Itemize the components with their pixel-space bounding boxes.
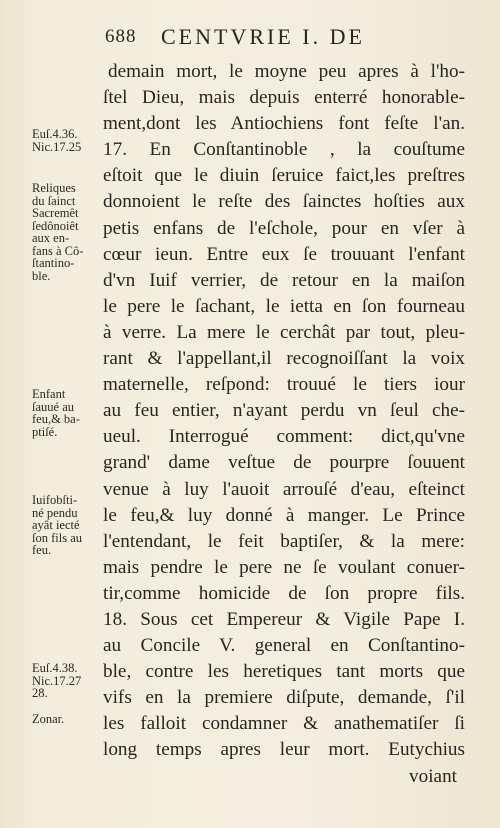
margin-note-eus-nic-1 [32, 128, 102, 153]
text-line: 18. Sous cet Empereur & Vigile Pape I. [103, 608, 465, 630]
margin-note-line: Sacremêt [32, 206, 79, 220]
margin-note-line: ayât iecté [32, 518, 80, 532]
margin-note-eus-nic-2 [32, 662, 102, 700]
margin-note-iuif [32, 494, 102, 557]
text-line: venue à luy l'auoit arrouſé d'eau, eſteinct [103, 478, 465, 500]
text-line: grand' dame veſtue de pourpre ſouuent [103, 452, 465, 474]
text-line: long temps apres leur mort. Eutychius [103, 739, 465, 761]
page-header [105, 20, 465, 52]
margin-note-line: ſauué au [32, 399, 74, 414]
text-line: ble, contre les heretiques tant morts que [103, 661, 465, 683]
text-line: ment,dont les Antiochiens font feſte l'an. [103, 113, 465, 135]
text-line: le pere le ſachant, le ietta en ſon fourneau [103, 295, 465, 317]
margin-note-line: du ſainct [32, 193, 76, 208]
text-line: vifs en la premiere diſpute, demande, ſ'il [103, 687, 465, 709]
margin-note-line: né pendu [32, 505, 78, 520]
margin-note-enfant [32, 388, 102, 438]
text-line: donnoient le reſte des ſainctes hoſties aux [103, 191, 465, 213]
margin-note-line: Enfant [32, 387, 66, 401]
margin-note-line: Nic.17.27 [32, 673, 82, 688]
margin-note-line: 28. [32, 686, 48, 700]
margin-note-zonar [32, 713, 102, 726]
text-line: ſtel Dieu, mais depuis enterré honorable- [103, 87, 465, 109]
text-line: d'vn Iuif verrier, de retour en la maiſon [103, 269, 465, 291]
margin-note-line: ſtantino- [32, 256, 75, 270]
page-number: 688 [105, 26, 137, 47]
text-line: demain mort, le moyne peu apres à l'ho- [108, 61, 465, 82]
text-line: cœur ieun. Entre eux ſe trouuant l'enfant [103, 243, 465, 265]
text-line: à verre. La mere le cerchât par tout, pleu- [103, 321, 465, 343]
text-line: rant & l'appellant,il recognoiſſant la voix [103, 348, 465, 370]
text-line: tir,comme homicide de ſon propre fils. [103, 582, 465, 604]
margin-note-line: ſon fils au [32, 530, 82, 545]
margin-note-line: Nic.17.25 [32, 139, 82, 154]
margin-note-line: feu,& ba- [32, 412, 80, 426]
margin-note-line: Euſ.4.38. [32, 661, 78, 675]
margin-note-line: Zonar. [32, 712, 65, 726]
margin-note-reliques [32, 182, 102, 282]
main-text-column [103, 59, 465, 790]
text-line: eſtoit que le diuin ſeruice faict,les preſtres [103, 165, 465, 187]
margin-note-line: ptiſé. [32, 424, 58, 439]
margin-note-line: fans à Cô- [32, 243, 84, 258]
margin-note-line: aux en- [32, 231, 70, 245]
margin-note-line: Iuifobſti- [32, 493, 78, 507]
text-line: au feu entier, n'ayant perdu vn ſeul che- [103, 400, 465, 422]
text-line: mais pendre le pere ne ſe voulant conuer- [103, 556, 465, 578]
margin-note-line: ſedônoiêt [32, 218, 79, 233]
running-head: CENTVRIE I. DE [161, 24, 365, 49]
text-line: maternelle, reſpond: trouué le tiers iour [103, 374, 465, 396]
text-line: 17. En Conſtantinoble , la couſtume [103, 139, 465, 161]
text-line: voiant [409, 765, 457, 787]
text-line: petis enfans de l'eſchole, pour en vſer à [103, 217, 465, 239]
margin-note-line: feu. [32, 543, 52, 557]
margin-note-line: Reliques [32, 181, 76, 195]
margin-note-line: Euſ.4.36. [32, 127, 78, 141]
margin-note-line: ble. [32, 268, 51, 283]
text-line: l'entendant, le feit baptiſer, & la mere: [103, 530, 465, 552]
text-line: ueul. Interrogué comment: dict,qu'vne [103, 426, 465, 448]
text-line: le feu,& luy donné à manger. Le Prince [103, 504, 465, 526]
text-line: au Concile V. general en Conſtantino- [103, 635, 465, 657]
text-line: les falloit condamner & anathematiſer ſi [103, 713, 465, 735]
